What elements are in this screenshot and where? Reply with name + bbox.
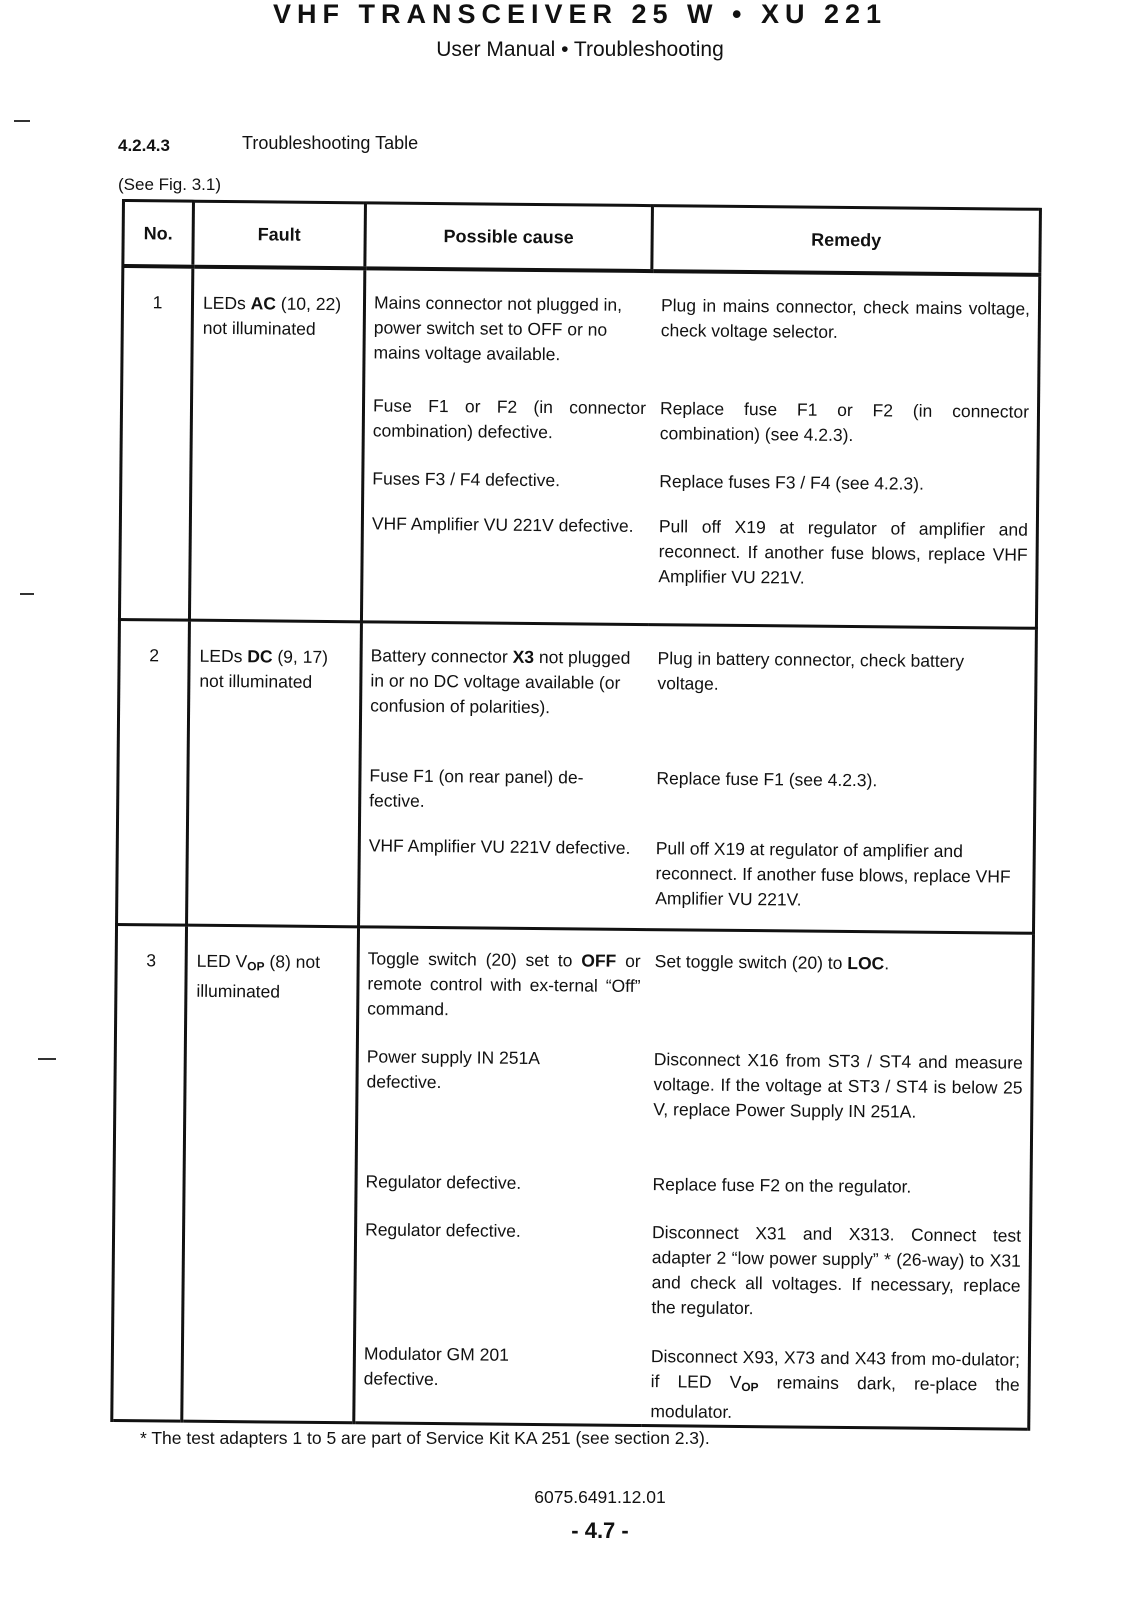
possible-cause [359,946,647,1047]
table-row [112,924,1034,1429]
header-fault: Fault [193,201,366,268]
figure-reference: (See Fig. 3.1) [118,175,221,194]
cause-remedy-pair [357,1169,1029,1223]
cause-text: or remote control with ex-ternal “Off” command. [367,950,641,1019]
cause-remedy-pair [358,1044,1031,1175]
possible-cause: Power supply IN 251A defective. [366,1045,540,1092]
cause-remedy-pair [363,511,1036,592]
cause-connector: X3 [512,646,535,667]
remedy: Replace fuse F1 (see 4.2.3). [656,767,878,790]
fault-text: LED V [196,950,248,971]
scan-mark [14,120,30,122]
remedy: Replace fuse F1 or F2 (in connector combination) (see 4.2.3). [659,398,1030,446]
fault-text: LEDs [199,645,248,666]
possible-cause: Mains connector not plugged in, power switch set to OFF or no mains voltage available. [373,292,623,365]
fault-cell [187,620,362,927]
fault-subscript: OP [247,958,265,973]
possible-cause: VHF Amplifier VU 221V defective. [368,834,631,858]
fault-led-type: AC [250,293,277,314]
remedy: Pull off X19 at regulator of amplifier and reconnect. If another fuse blows, replace VHF Amplifier VU 221V. [658,516,1028,588]
troubleshooting-table [110,199,1042,1430]
remedy: Disconnect X16 from ST3 / ST4 and measure voltage. If the voltage at ST3 / ST4 is below 25 V, replace Power Supply IN 251A. [653,1048,1023,1122]
cause-remedy-pair [362,643,1035,769]
remedy [579,1343,1028,1427]
remedy-text: remains dark, re-place the modulator. [650,1371,1020,1422]
remedy: Replace fuses F3 / F4 (see 4.2.3). [659,471,924,494]
document-title: VHF TRANSCEIVER 25 W • XU 221 [272,0,888,29]
cause-remedy-pair [361,763,1034,839]
fault-text: (10, 22) not illuminated [202,293,342,339]
table-header-row [123,201,1041,275]
possible-cause: Fuse F1 or F2 (in connector combination) defective. [372,395,647,443]
remedy: Pull off X19 at regulator of amplifier and reconnect. If another fuse blows, replace VHF Amplifier VU 221V. [655,837,1011,910]
section-title: Troubleshooting Table [242,133,419,153]
possible-cause [362,643,650,766]
remedy-text: Set toggle switch (20) to [654,950,848,973]
cause-remedy-pair [364,393,1037,472]
remedy-text: Disconnect X93, X73 and X43 from mo-dulator; if LED V [650,1345,1021,1392]
possible-cause: VHF Amplifier VU 221V defective. [371,513,634,536]
cause-remedy-pair [360,833,1033,914]
possible-cause: Fuses F3 / F4 defective. [372,468,561,491]
scan-mark [38,1058,56,1060]
cause-remedy-pair [356,1217,1029,1347]
header-possible-cause: Possible cause [365,203,653,271]
remedy: Disconnect X31 and X313. Connect test adapter 2 “low power supply” * (26-way) to X31 and check all voltages. If necessary, replace the regulator. [651,1221,1022,1318]
remedy-subscript: OP [741,1379,759,1394]
cause-remedy-cell [359,621,1037,932]
cause-remedy-pair [365,290,1038,399]
remedy-switch-state: LOC [847,952,885,973]
row-number: 1 [119,266,192,620]
cause-text: Battery connector [370,644,513,667]
table-row [119,266,1039,628]
fault-cell [182,925,359,1423]
cause-remedy-pair [359,946,1032,1050]
fault-text: (8) not illuminated [196,950,321,1002]
possible-cause: Regulator defective. [365,1170,522,1193]
remedy-text: . [884,952,890,973]
footnote: * The test adapters 1 to 5 are part of Service Kit KA 251 (see section 2.3). [140,1428,710,1448]
possible-cause: Regulator defective. [365,1218,521,1241]
section-number: 4.2.4.3 [118,136,170,155]
document-subtitle: User Manual • Troubleshooting [436,38,724,61]
table-row [117,619,1037,933]
remedy: Replace fuse F2 on the regulator. [652,1173,912,1197]
cause-remedy-pair [355,1341,1028,1427]
cause-text: Toggle switch (20) set to [367,947,582,970]
possible-cause: Modulator GM 201 defective. [363,1342,509,1389]
header-no: No. [123,201,194,267]
row-number: 3 [112,924,187,1421]
remedy: Plug in mains connector, check mains voltage, check voltage selector. [660,295,1031,342]
fault-text: LEDs [202,292,251,314]
page-number: - 4.7 - [571,1518,629,1543]
row-number: 2 [117,619,190,925]
fault-text: (9, 17) not illuminated [199,645,329,692]
header-remedy: Remedy [652,206,1041,275]
remedy [646,949,1032,1051]
document-number: 6075.6491.12.01 [534,1487,666,1507]
cause-remedy-cell [354,926,1034,1428]
possible-cause: Fuse F1 (on rear panel) de-fective. [369,764,584,811]
cause-remedy-pair [364,466,1036,517]
cause-remedy-cell [361,268,1039,627]
remedy: Plug in battery connector, check battery voltage. [657,647,965,694]
fault-cell [189,267,364,622]
scan-mark [20,593,34,595]
cause-switch-state: OFF [581,949,617,971]
cause-text: not plugged in or no DC voltage available (or confusion of polarities). [370,646,631,717]
fault-led-type: DC [247,645,273,666]
